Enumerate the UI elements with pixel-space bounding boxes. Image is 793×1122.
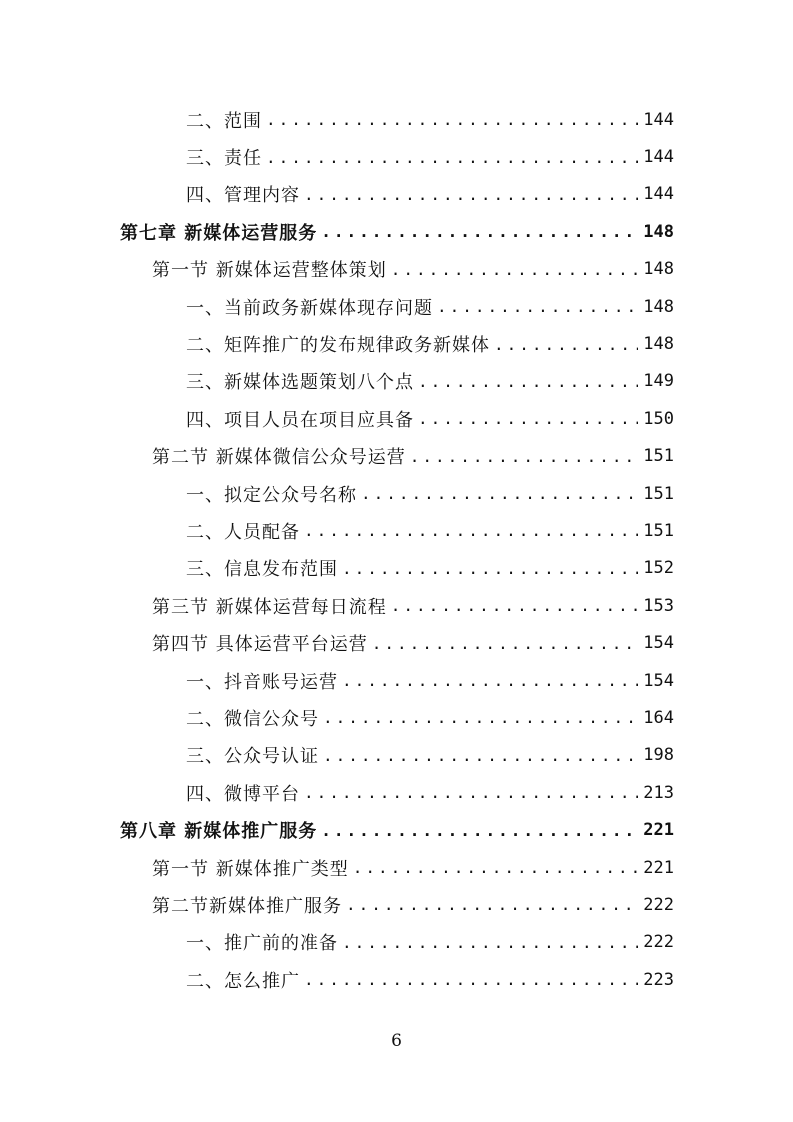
toc-entry [0,176,793,213]
toc-entry-title: 第八章 新媒体推广服务 [120,821,318,843]
toc-entry-page: 148 [643,259,674,280]
toc-section [0,849,793,886]
toc-dot-leader [418,372,638,391]
toc-dot-leader [342,671,638,690]
toc-dot-leader [304,521,638,540]
toc-entry-page: 221 [643,820,674,841]
toc-dot-leader [266,110,638,129]
toc-entry-title: 一、抖音账号运营 [186,671,338,693]
toc-entry-title: 第四节 具体运营平台运营 [152,634,368,656]
toc-entry [0,325,793,362]
toc-entry-page: 144 [643,184,674,205]
toc-entry-page: 222 [643,894,674,915]
toc-entry [0,288,793,325]
toc-entry-title: 第二节新媒体推广服务 [152,895,342,917]
toc-entry-title: 一、拟定公众号名称 [186,484,357,506]
toc-entry-page: 149 [643,371,674,392]
toc-dot-leader [266,148,638,167]
toc-entry-title: 二、人员配备 [186,521,300,543]
toc-chapter-heading [0,213,793,250]
toc-dot-leader [304,970,638,989]
toc-entry-page: 198 [643,745,674,766]
toc-entry [0,737,793,774]
toc-dot-leader [323,746,638,765]
toc-entry-title: 三、新媒体选题策划八个点 [186,372,414,394]
toc-entry-page: 213 [643,782,674,803]
toc-dot-leader [304,783,638,802]
toc-dot-leader [346,895,638,914]
toc-entry-page: 151 [643,520,674,541]
toc-entry [0,400,793,437]
toc-dot-leader [342,559,638,578]
toc-entry-title: 第一节 新媒体运营整体策划 [152,260,387,282]
toc-entry-title: 第二节 新媒体微信公众号运营 [152,447,406,469]
toc-entry [0,774,793,811]
toc-entry-title: 四、微博平台 [186,783,300,805]
toc-entry-page: 223 [643,969,674,990]
toc-entry [0,924,793,961]
toc-dot-leader [321,222,638,241]
toc-dot-leader [494,335,638,354]
toc-dot-leader [321,821,638,840]
toc-dot-leader [391,596,638,615]
toc-entry [0,101,793,138]
toc-entry [0,699,793,736]
toc-entry-title: 二、矩阵推广的发布规律政务新媒体 [186,335,490,357]
toc-entry-page: 152 [643,558,674,579]
toc-section [0,587,793,624]
toc-section [0,624,793,661]
toc-entry-page: 151 [643,446,674,467]
toc-entry-title: 第一节 新媒体推广类型 [152,858,349,880]
toc-entry [0,475,793,512]
toc-entry [0,961,793,998]
toc-dot-leader [353,858,638,877]
toc-entry-page: 154 [643,633,674,654]
toc-entry-page: 153 [643,595,674,616]
toc-dot-leader [410,447,638,466]
toc-entry-title: 一、当前政务新媒体现存问题 [186,297,433,319]
toc-dot-leader [361,484,638,503]
toc-entry-title: 三、责任 [186,148,262,170]
toc-section [0,251,793,288]
toc-entry-title: 四、管理内容 [186,185,300,207]
toc-entry [0,662,793,699]
toc-entry-title: 二、范围 [186,110,262,132]
toc-entry-page: 221 [643,857,674,878]
toc-dot-leader [437,297,638,316]
toc-entry-page: 148 [643,221,674,242]
toc-entry-page: 144 [643,109,674,130]
toc-entry-page: 150 [643,408,674,429]
toc-entry-title: 第三节 新媒体运营每日流程 [152,596,387,618]
toc-section [0,438,793,475]
toc-entry-title: 二、怎么推广 [186,970,300,992]
toc-dot-leader [342,933,638,952]
toc-entry-page: 164 [643,707,674,728]
toc-dot-leader [323,708,638,727]
toc-entry-page: 154 [643,670,674,691]
toc-entry-title: 四、项目人员在项目应具备 [186,409,414,431]
toc-chapter-heading [0,811,793,848]
toc-entry-title: 二、微信公众号 [186,708,319,730]
toc-entry-title: 一、推广前的准备 [186,933,338,955]
page-number: 6 [391,1031,402,1051]
toc-dot-leader [304,185,638,204]
toc-entry-title: 三、信息发布范围 [186,559,338,581]
toc-dot-leader [372,634,638,653]
toc-entry [0,550,793,587]
toc-dot-leader [418,409,638,428]
toc-entry-page: 222 [643,932,674,953]
toc-entry-page: 148 [643,334,674,355]
table-of-contents [0,101,793,998]
toc-section [0,886,793,923]
toc-entry [0,512,793,549]
toc-entry-page: 151 [643,483,674,504]
toc-entry-title: 三、公众号认证 [186,746,319,768]
toc-entry-title: 第七章 新媒体运营服务 [120,222,318,244]
toc-dot-leader [391,260,638,279]
toc-entry-page: 144 [643,147,674,168]
toc-entry [0,363,793,400]
toc-entry-page: 148 [643,296,674,317]
toc-entry [0,138,793,175]
